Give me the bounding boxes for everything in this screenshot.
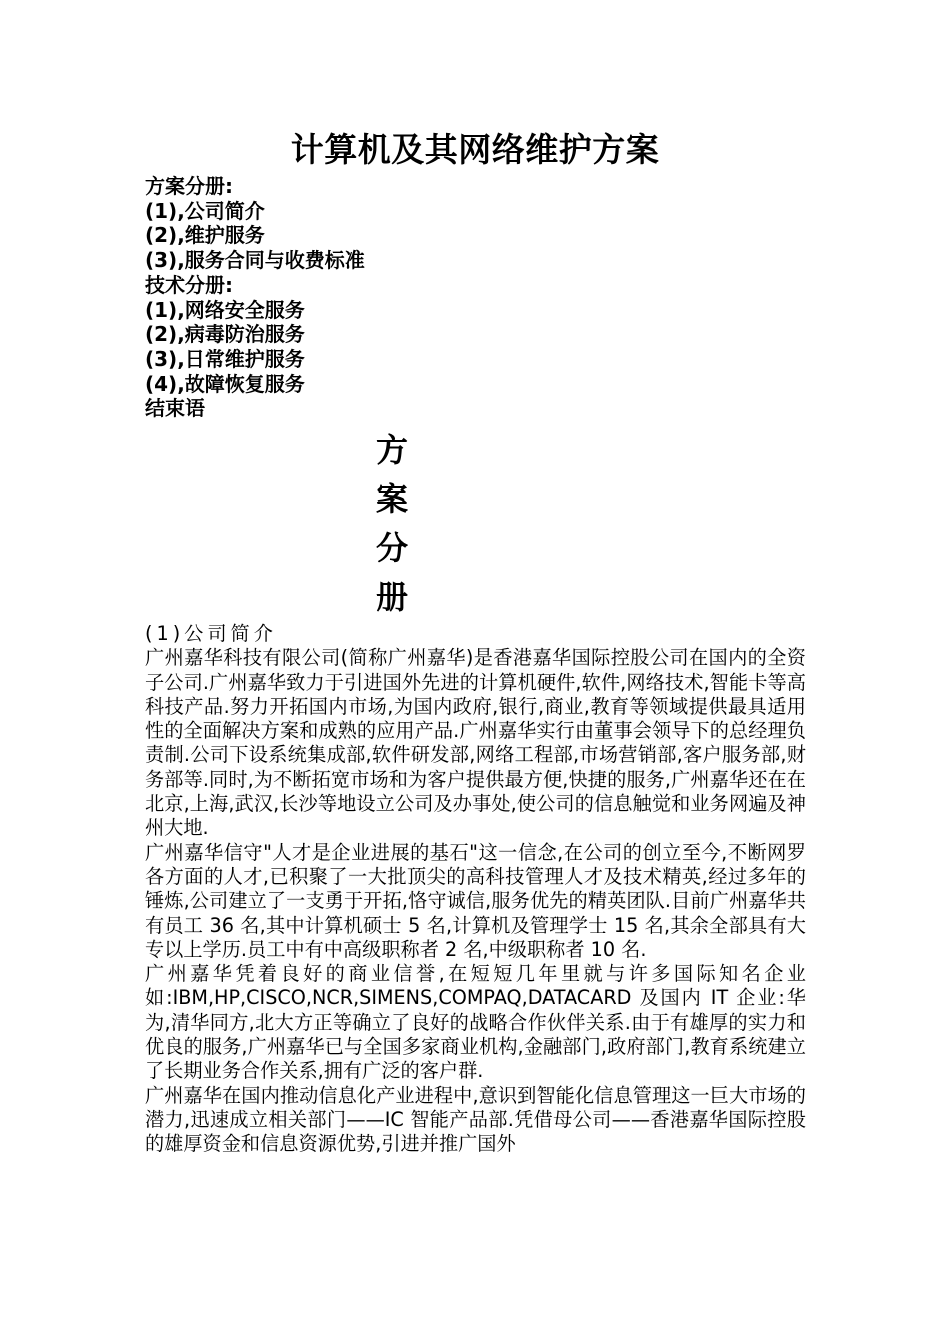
vertical-heading-char: 分 <box>375 529 408 567</box>
body-paragraph: 广州嘉华凭着良好的商业信誉,在短短几年里就与许多国际知名企业如:IBM,HP,CISCO,NCR,SIMENS,COMPAQ,DATACARD 及国内 IT 企业:华为,清华同方,北大方正等确立了良好的战略合作伙伴关系.由于有雄厚的实力和优良的服务,广州嘉华已与全国多家商业机构,金融部门,政府部门,教育系统建立了长期业务合作关系,拥有广泛的客户群. <box>145 962 806 1083</box>
document-body <box>145 622 806 1157</box>
toc-item: (1),公司简介 <box>145 198 265 223</box>
toc-item: (2),维护服务 <box>145 223 265 248</box>
toc-item: (1),网络安全服务 <box>145 297 305 322</box>
vertical-heading-char: 册 <box>375 578 408 616</box>
vertical-heading-char: 方 <box>375 431 408 469</box>
section-title-vertical <box>372 426 412 622</box>
toc-item: 技术分册: <box>145 272 233 297</box>
vertical-heading-char: 案 <box>375 480 408 518</box>
toc-item: (2),病毒防治服务 <box>145 322 305 347</box>
body-paragraph: 广州嘉华信守"人才是企业进展的基石"这一信念,在公司的创立至今,不断网罗各方面的人才,已积聚了一大批顶尖的高科技管理人才及技术精英,经过多年的锤炼,公司建立了一支勇于开拓,恪守诚信,服务优先的精英团队.目前广州嘉华共有员工 36 名,其中计算机硕士 5 名,计算机及管理学士 15 名,其余全部具有大专以上学历.员工中有中高级职称者 2 名,中级职称者 10 名. <box>145 840 806 961</box>
toc-item: (3),日常维护服务 <box>145 346 305 371</box>
toc-item: 方案分册: <box>145 174 233 198</box>
body-paragraph: 广州嘉华科技有限公司(简称广州嘉华)是香港嘉华国际控股公司在国内的全资子公司.广州嘉华致力于引进国外先进的计算机硬件,软件,网络技术,智能卡等高科技产品.努力开拓国内市场,为国内政府,银行,商业,教育等领域提供最具适用性的全面解决方案和成熟的应用产品.广州嘉华实行由董事会领导下的总经理负责制.公司下设系统集成部,软件研发部,网络工程部,市场营销部,客户服务部,财务部等.同时,为不断拓宽市场和为客户提供最方便,快捷的服务,广州嘉华还在在北京,上海,武汉,长沙等地设立公司及办事处,使公司的信息触觉和业务网遍及神州大地. <box>145 646 806 840</box>
document-title: 计算机及其网络维护方案 <box>290 130 660 169</box>
toc-item: (3),服务合同与收费标准 <box>145 248 365 273</box>
body-paragraph: 广州嘉华在国内推动信息化产业进程中,意识到智能化信息管理这一巨大市场的潜力,迅速成立相关部门——IC 智能产品部.凭借母公司——香港嘉华国际控股的雄厚资金和信息资源优势,引进并推广国外 <box>145 1083 806 1156</box>
section-heading: (1)公司简介 <box>145 622 277 645</box>
toc-item: 结束语 <box>145 396 205 421</box>
table-of-contents <box>145 174 365 421</box>
toc-item: (4),故障恢复服务 <box>145 371 305 396</box>
